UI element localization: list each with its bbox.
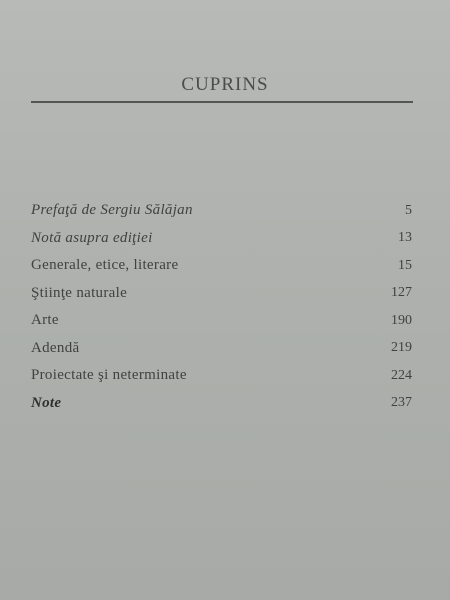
toc-entry-label: Note: [31, 394, 62, 411]
toc-entry-label: Arte: [31, 312, 59, 329]
toc-entry-page-number: 13: [398, 230, 412, 246]
toc-entry-nota-asupra-editiei: [31, 225, 413, 253]
toc-entry-page-number: 127: [391, 285, 412, 301]
toc-entry-page-number: 15: [398, 257, 412, 273]
toc-entry-label: Notă asupra ediţiei: [31, 229, 153, 246]
toc-entry-label: Ştiinţe naturale: [31, 284, 128, 301]
toc-entry-prefata: [31, 197, 413, 225]
toc-entry-page-number: 190: [391, 312, 412, 328]
toc-entry-note: [31, 390, 413, 418]
toc-entry-label: Generale, etice, literare: [31, 257, 179, 274]
toc-entry-page-number: 224: [391, 367, 412, 383]
table-of-contents: [31, 197, 413, 417]
toc-entry-page-number: 237: [391, 395, 412, 411]
toc-entry-arte: [31, 307, 413, 335]
title-underline: [31, 101, 413, 103]
toc-entry-adenda: [31, 335, 413, 363]
toc-entry-page-number: 219: [391, 340, 412, 356]
toc-entry-label: Adendă: [31, 339, 80, 356]
toc-entry-label: Proiectate şi neterminate: [31, 367, 187, 384]
toc-entry-stiinte-naturale: [31, 280, 413, 308]
toc-entry-page-number: 5: [405, 202, 412, 218]
toc-entry-proiectate-si-neterminate: [31, 362, 413, 390]
toc-entry-label: Prefaţă de Sergiu Sălăjan: [31, 202, 193, 219]
toc-entry-generale-etice-literare: [31, 252, 413, 280]
page-title: CUPRINS: [181, 74, 269, 95]
